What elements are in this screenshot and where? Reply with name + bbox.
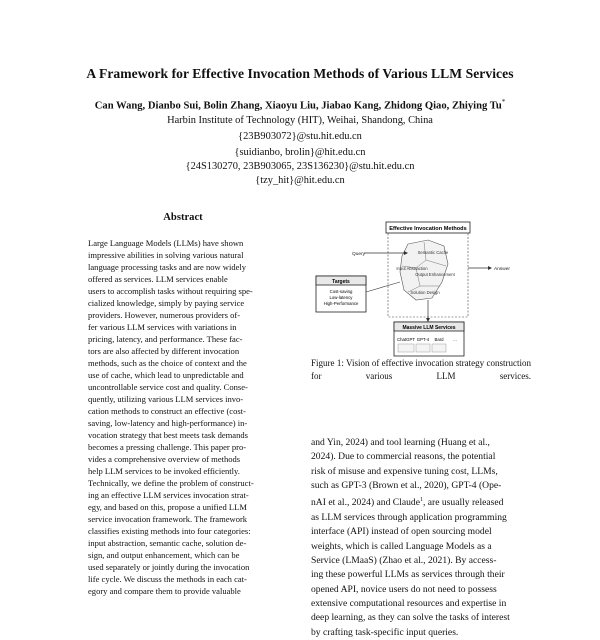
body-line: by crafting task-specific input queries.: [311, 626, 459, 638]
email-line: {suidianbo, brolin}@hit.edu.cn: [234, 147, 366, 158]
abstract-line: ing an effective LLM services invocation strat-: [88, 490, 249, 500]
abstract-line: saving, low-latency and high-performance) in-: [88, 418, 248, 428]
author-names: Can Wang, Dianbo Sui, Bolin Zhang, Xiaoyu Liu, Jiabao Kang, Zhidong Qiao, Zhiying Tu: [94, 100, 502, 112]
abstract-line: sign, and output enhancement, which can be: [88, 550, 240, 560]
service-more: ...: [453, 337, 457, 342]
abstract-heading: Abstract: [163, 212, 203, 223]
body-line: risk of misuse and expensive tuning cost, LLMs,: [311, 465, 498, 477]
services-arrowhead: [426, 318, 430, 322]
abstract-line: becomes a pressing challenge. This paper pro-: [88, 442, 247, 452]
service-icon: [416, 344, 430, 352]
body-line-text: , are usually released: [422, 497, 504, 509]
footnote-marker[interactable]: 1: [419, 497, 423, 504]
abstract-line: methods, such as the choice of context and the: [88, 358, 247, 368]
service-icon: [398, 344, 414, 352]
abstract-line: Technically, we define the problem of construct-: [88, 478, 254, 488]
abstract-body: [88, 237, 276, 597]
puzzle-label-semantic-cache: Semantic Cache: [417, 250, 449, 255]
right-column-body: [311, 436, 531, 640]
services-title: Massive LLM Services: [402, 325, 456, 331]
abstract-line: Large Language Models (LLMs) have shown: [88, 238, 244, 248]
body-line: weights, which is called Language Models as a: [311, 540, 492, 552]
target-low-latency: Low-latency: [329, 295, 353, 300]
body-line: Service (LMaaS) (Zhao et al., 2021). By access-: [311, 554, 497, 566]
body-line: as LLM services through application programming: [311, 511, 507, 523]
abstract-line: egy, and based on this, propose a unified LLM: [88, 502, 247, 512]
abstract-line: vides a comprehensive overview of methods: [88, 454, 241, 464]
abstract-line: classifies existing methods into four categories:: [88, 526, 251, 536]
body-line: extensive computational resources and expertise in: [311, 597, 507, 609]
affiliation: Harbin Institute of Technology (HIT), Weihai, Shandong, China: [167, 115, 433, 126]
body-line: and Yin, 2024) and tool learning (Huang et al.,: [311, 437, 490, 448]
abstract-line: help LLM services to be invoked efficiently.: [88, 466, 240, 476]
puzzle-label-input-abstraction: Input Abstraction: [396, 266, 428, 271]
figure-1-caption: Figure 1: Vision of effective invocation strategy construction for various LLM services.: [311, 358, 531, 382]
targets-title: Targets: [332, 279, 350, 285]
abstract-line: impressive abilities in solving various natural: [88, 250, 244, 260]
abstract-line: cialized knowledge, simply by paying service: [88, 298, 245, 308]
email-line: {tzy_hit}@hit.edu.cn: [255, 175, 345, 186]
paper-title: A Framework for Effective Invocation Methods of Various LLM Services: [86, 66, 514, 81]
figure-title: Effective Invocation Methods: [389, 226, 467, 232]
service-chatgpt: ChatGPT: [397, 337, 415, 342]
service-bard: Bard: [434, 337, 444, 342]
target-cost-saving: Cost-saving: [329, 289, 353, 294]
puzzle-label-solution-design: Solution Design: [410, 290, 440, 295]
body-line-text: nAI et al., 2024) and Claude: [311, 497, 420, 509]
abstract-line: input abstraction, semantic cache, solution de-: [88, 538, 247, 548]
service-icon: [432, 344, 446, 352]
abstract-line: life cycle. We discuss the methods in each cat-: [88, 574, 247, 584]
corresponding-author-mark: *: [501, 98, 506, 106]
email-line: {24S130270, 23B903065, 23S136230}@stu.hit.edu.cn: [185, 161, 415, 172]
body-line: deep learning, as they can solve the tasks of interest: [311, 612, 510, 624]
abstract-line: egory and compare them to provide valuable: [88, 586, 241, 596]
body-line: interface (API) instead of open sourcing model: [311, 526, 492, 538]
abstract-line: providers. However, numerous providers of-: [88, 310, 241, 320]
abstract-line: tors are also affected by different invocation: [88, 346, 240, 356]
service-gpt4: GPT-4: [416, 337, 430, 342]
figure-1-diagram: [312, 220, 514, 358]
query-label: Query: [352, 252, 366, 257]
abstract-line: uncontrollable service cost and quality. Conse-: [88, 382, 248, 392]
answer-label: Answer: [494, 267, 510, 272]
body-line: [311, 493, 531, 511]
abstract-line: service invocation framework. The framework: [88, 514, 248, 524]
body-line: such as GPT-3 (Brown et al., 2020), GPT-4 (Ope-: [311, 480, 502, 492]
email-line: {23B903072}@stu.hit.edu.cn: [238, 131, 362, 142]
target-high-performance: High-Performance: [323, 301, 359, 306]
answer-arrowhead: [488, 266, 492, 270]
abstract-line: used separately or jointly during the invocation: [88, 562, 250, 572]
abstract-line: language processing tasks and are now widely: [88, 262, 247, 272]
abstract-line: fer various LLM services with variations in: [88, 322, 237, 332]
abstract-line: quently, utilizing various LLM services invo-: [88, 394, 244, 404]
targets-connector: [366, 282, 400, 292]
puzzle-label-output-enhancement: Output Enhancement: [415, 272, 455, 277]
abstract-line: cation methods to construct an effective (cost-: [88, 406, 246, 416]
body-line: ing these powerful LLMs as services through their: [311, 569, 505, 581]
abstract-line: offered as services. LLM services enable: [88, 274, 228, 284]
abstract-line: vocation strategy that best meets task demands: [88, 430, 248, 440]
author-list: [0, 98, 600, 112]
abstract-line: pricing, latency, and performance. These fac-: [88, 334, 243, 344]
abstract-line: use of cache, which lead to unpredictable and: [88, 370, 244, 380]
abstract-line: users to accomplish tasks without requiring spe-: [88, 286, 253, 296]
body-line: opened API, novice users do not need to possess: [311, 583, 497, 595]
body-line: 2024). Due to commercial reasons, the potential: [311, 451, 496, 463]
